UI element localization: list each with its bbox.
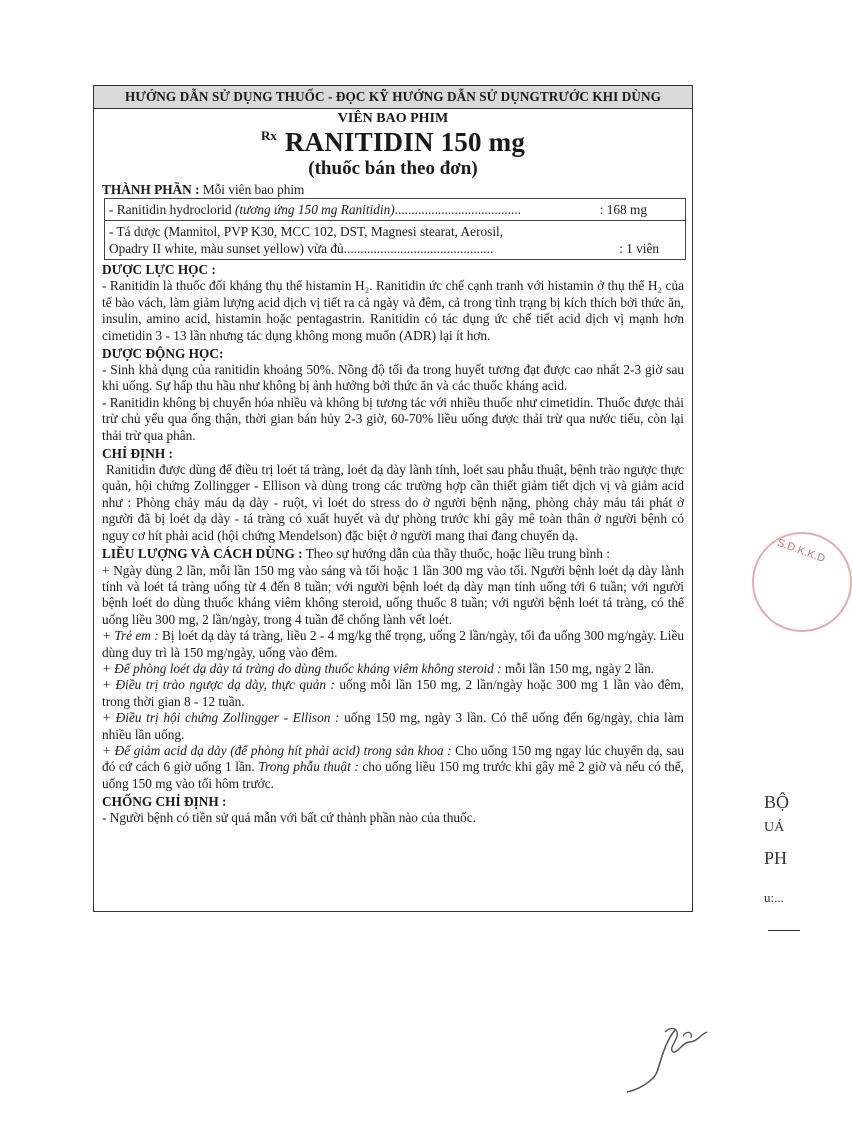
active-equivalent: (tương ứng 150 mg Ranitidin) — [234, 202, 395, 218]
margin-text-4: u:... — [764, 890, 784, 905]
dosage-item-children — [102, 628, 684, 661]
margin-rule — [768, 930, 800, 931]
pharmacodynamics-heading: DƯỢC LỰC HỌC : — [102, 262, 216, 278]
reflux-text: uống mỗi lần 150 mg, 2 lần/ngày hoặc 300 mg 1 lần vào đêm, trong thời gian 8 - 12 tuần. — [102, 677, 684, 709]
children-label: + Trẻ em : — [102, 628, 159, 644]
dosage-item-nsaid — [102, 661, 684, 677]
dosage-form: VIÊN BAO PHIM — [337, 111, 449, 126]
nsaid-text: mỗi lần 150 mg, ngày 2 lần. — [501, 660, 655, 676]
prescription-note: (thuốc bán theo đơn) — [308, 158, 478, 179]
active-ingredient — [109, 201, 521, 218]
rx-mark: Rx — [260, 128, 277, 143]
ingredients-table — [104, 198, 686, 260]
leaflet-content — [94, 110, 692, 827]
title-row — [102, 127, 684, 157]
composition-heading: THÀNH PHẦN : — [102, 182, 200, 197]
obstetrics-label: + Để giảm acid dạ dày (để phòng hít phải acid) trong sản khoa : — [102, 742, 452, 758]
composition-heading-rest: Mỗi viên bao phim — [199, 182, 305, 197]
excipient-line1: - Tá dược (Mannitol, PVP K30, MCC 102, DST, Magnesi stearat, Aerosil, — [109, 224, 504, 240]
drug-name: RANITIDIN 150 mg — [284, 127, 526, 157]
contraindications-text: - Người bệnh có tiền sử quá mẫn với bất cứ thành phần nào của thuốc. — [102, 810, 476, 826]
active-amount: : 168 mg — [599, 202, 647, 218]
margin-text-1: BỘ — [764, 792, 790, 812]
excipient-line2-row — [109, 240, 681, 257]
dosage-item-zollinger — [102, 710, 684, 743]
excipient-amount: : 1 viên — [619, 241, 659, 257]
dosage-item-adult: + Ngày dùng 2 lần, mỗi lần 150 mg vào sáng và tối hoặc 1 lần 300 mg vào tối. Người bệnh loét dạ dày lành tính và loét tá tràng uống từ 4 đến 8 tuần; với người bệnh loét dạ dày mạn tính uống tới 6 tuần; với người bệnh loét do dùng thuốc kháng viêm không steroid, uống thuốc 8 tuần; với người bệnh loét tá tràng, có thể uống liều 300 mg, 2 lần/ngày, trong 4 tuần để chống lành vết loét. — [102, 562, 684, 627]
dosage-item-reflux — [102, 677, 684, 710]
excipient-line2: Opadry II white, màu sunset yellow) vừa đủ............................................. — [109, 241, 494, 257]
nsaid-label: + Để phòng loét dạ dày tá tràng do dùng thuốc kháng viêm không steroid : — [102, 660, 502, 676]
dosage-heading: LIỀU LƯỢNG VÀ CÁCH DÙNG : — [102, 546, 303, 562]
leaflet-frame — [93, 85, 693, 912]
ingredient-row-active — [105, 199, 685, 220]
children-text: Bị loét dạ dày tá tràng, liều 2 - 4 mg/kg thể trọng, uống 2 lần/ngày, tối đa uống 300 mg/ngày. Liều dùng duy trì là 150 mg/ngày, uống vào đêm. — [102, 628, 684, 660]
surgery-text: cho uống liều 150 mg trước khi gây mê 2 giờ và nếu có thể, uống 150 mg vào tối hôm trước. — [102, 759, 684, 791]
signature-icon — [617, 1012, 717, 1097]
active-dots: ...................................... — [394, 202, 521, 218]
obstetrics-text: Cho uống 150 mg ngay lúc chuyển dạ, sau đó cứ cách 6 giờ uống 1 lần. — [102, 742, 684, 775]
indications-text: Ranitidin được dùng để điều trị loét tá tràng, loét dạ dày lành tính, loét sau phẫu thuật, bệnh trào ngược thực quản, hội chứng Zollingger - Ellison và dùng trong các trường hợp cần thiết giảm tiết dịch vị và giảm acid như : Phòng chảy máu dạ dày - ruột, vì loét do stress do ở người bệnh nặng, phòng chảy máu tái phát ở người đã bị loét dạ dày - tá tràng có xuất huyết và dự phòng trước khi gây mê toàn thân ở người bệnh có nguy cơ hít phải acid (hội chứng Mendelson) đặc biệt ở người mang thai đang chuyển dạ. — [102, 462, 684, 543]
surgery-label: Trong phẫu thuật : — [254, 759, 359, 775]
ingredient-row-excipient — [105, 220, 685, 259]
indications-heading: CHỈ ĐỊNH : — [102, 446, 173, 462]
pharmacokinetics-p2: - Ranitidin không bị chuyển hóa nhiều và không bị tương tác với nhiều thuốc như cimetidin. Thuốc được thải trừ chủ yếu qua ống thận, thời gian bán hủy 2-3 giờ, 60-70% liều uống được thải trừ qua nước tiểu, còn lại thải trừ qua phân. — [102, 394, 684, 443]
dosage-item-obstetrics — [102, 743, 684, 792]
dosage-heading-rest: Theo sự hướng dẫn của thầy thuốc, hoặc liều trung bình : — [302, 546, 610, 562]
margin-text-2: UÁ — [764, 820, 785, 835]
leaflet-header: HƯỚNG DẪN SỬ DỤNG THUỐC - ĐỌC KỸ HƯỚNG DẪN SỬ DỤNGTRƯỚC KHI DÙNG — [94, 86, 692, 109]
zollinger-text: uống 150 mg, ngày 3 lần. Có thể uống đến 6g/ngày, chia làm nhiều lần uống. — [102, 710, 684, 742]
pharmacodynamics-text: - Ranitidin là thuốc đối kháng thụ thể histamin H₂. Ranitidin ức chế cạnh tranh với histamin ở thụ thể H₂ của tế bào vách, làm giảm lượng acid dịch vị tiết ra cả ngày và đêm, cả trong tình trạng bị kích thích bởi thức ăn, insulin, amino acid, histamin hoặc pentagastrin. Ranitidin có tác dụng ức chế tiết acid dịch vị mạnh hơn cimetidin 3 - 13 lần nhưng tác dụng không mong muốn (ADR) lại ít hơn. — [102, 278, 684, 343]
margin-text-3: PH — [764, 848, 788, 868]
zollinger-label: + Điều trị hội chứng Zollingger - Ellison : — [102, 710, 340, 726]
dosage-heading-line — [102, 546, 684, 562]
pharmacokinetics-p1: - Sinh khả dụng của ranitidin khoảng 50%. Nồng độ tối đa trong huyết tương đạt được cao nhất 2-3 giờ sau khi uống. Sự hấp thu hầu như không bị ảnh hưởng bởi thức ăn và các thuốc kháng acid. — [102, 362, 684, 394]
pharmacokinetics-heading: DƯỢC ĐỘNG HỌC: — [102, 346, 224, 362]
active-prefix: - Ranitidin hydroclorid — [109, 202, 235, 218]
contraindications-heading: CHỐNG CHỈ ĐỊNH : — [102, 794, 227, 810]
reflux-label: + Điều trị trào ngược dạ dày, thực quản : — [102, 677, 335, 693]
composition-heading-line — [102, 182, 684, 198]
stamp-text: S.Đ.K.K.D — [775, 536, 827, 566]
